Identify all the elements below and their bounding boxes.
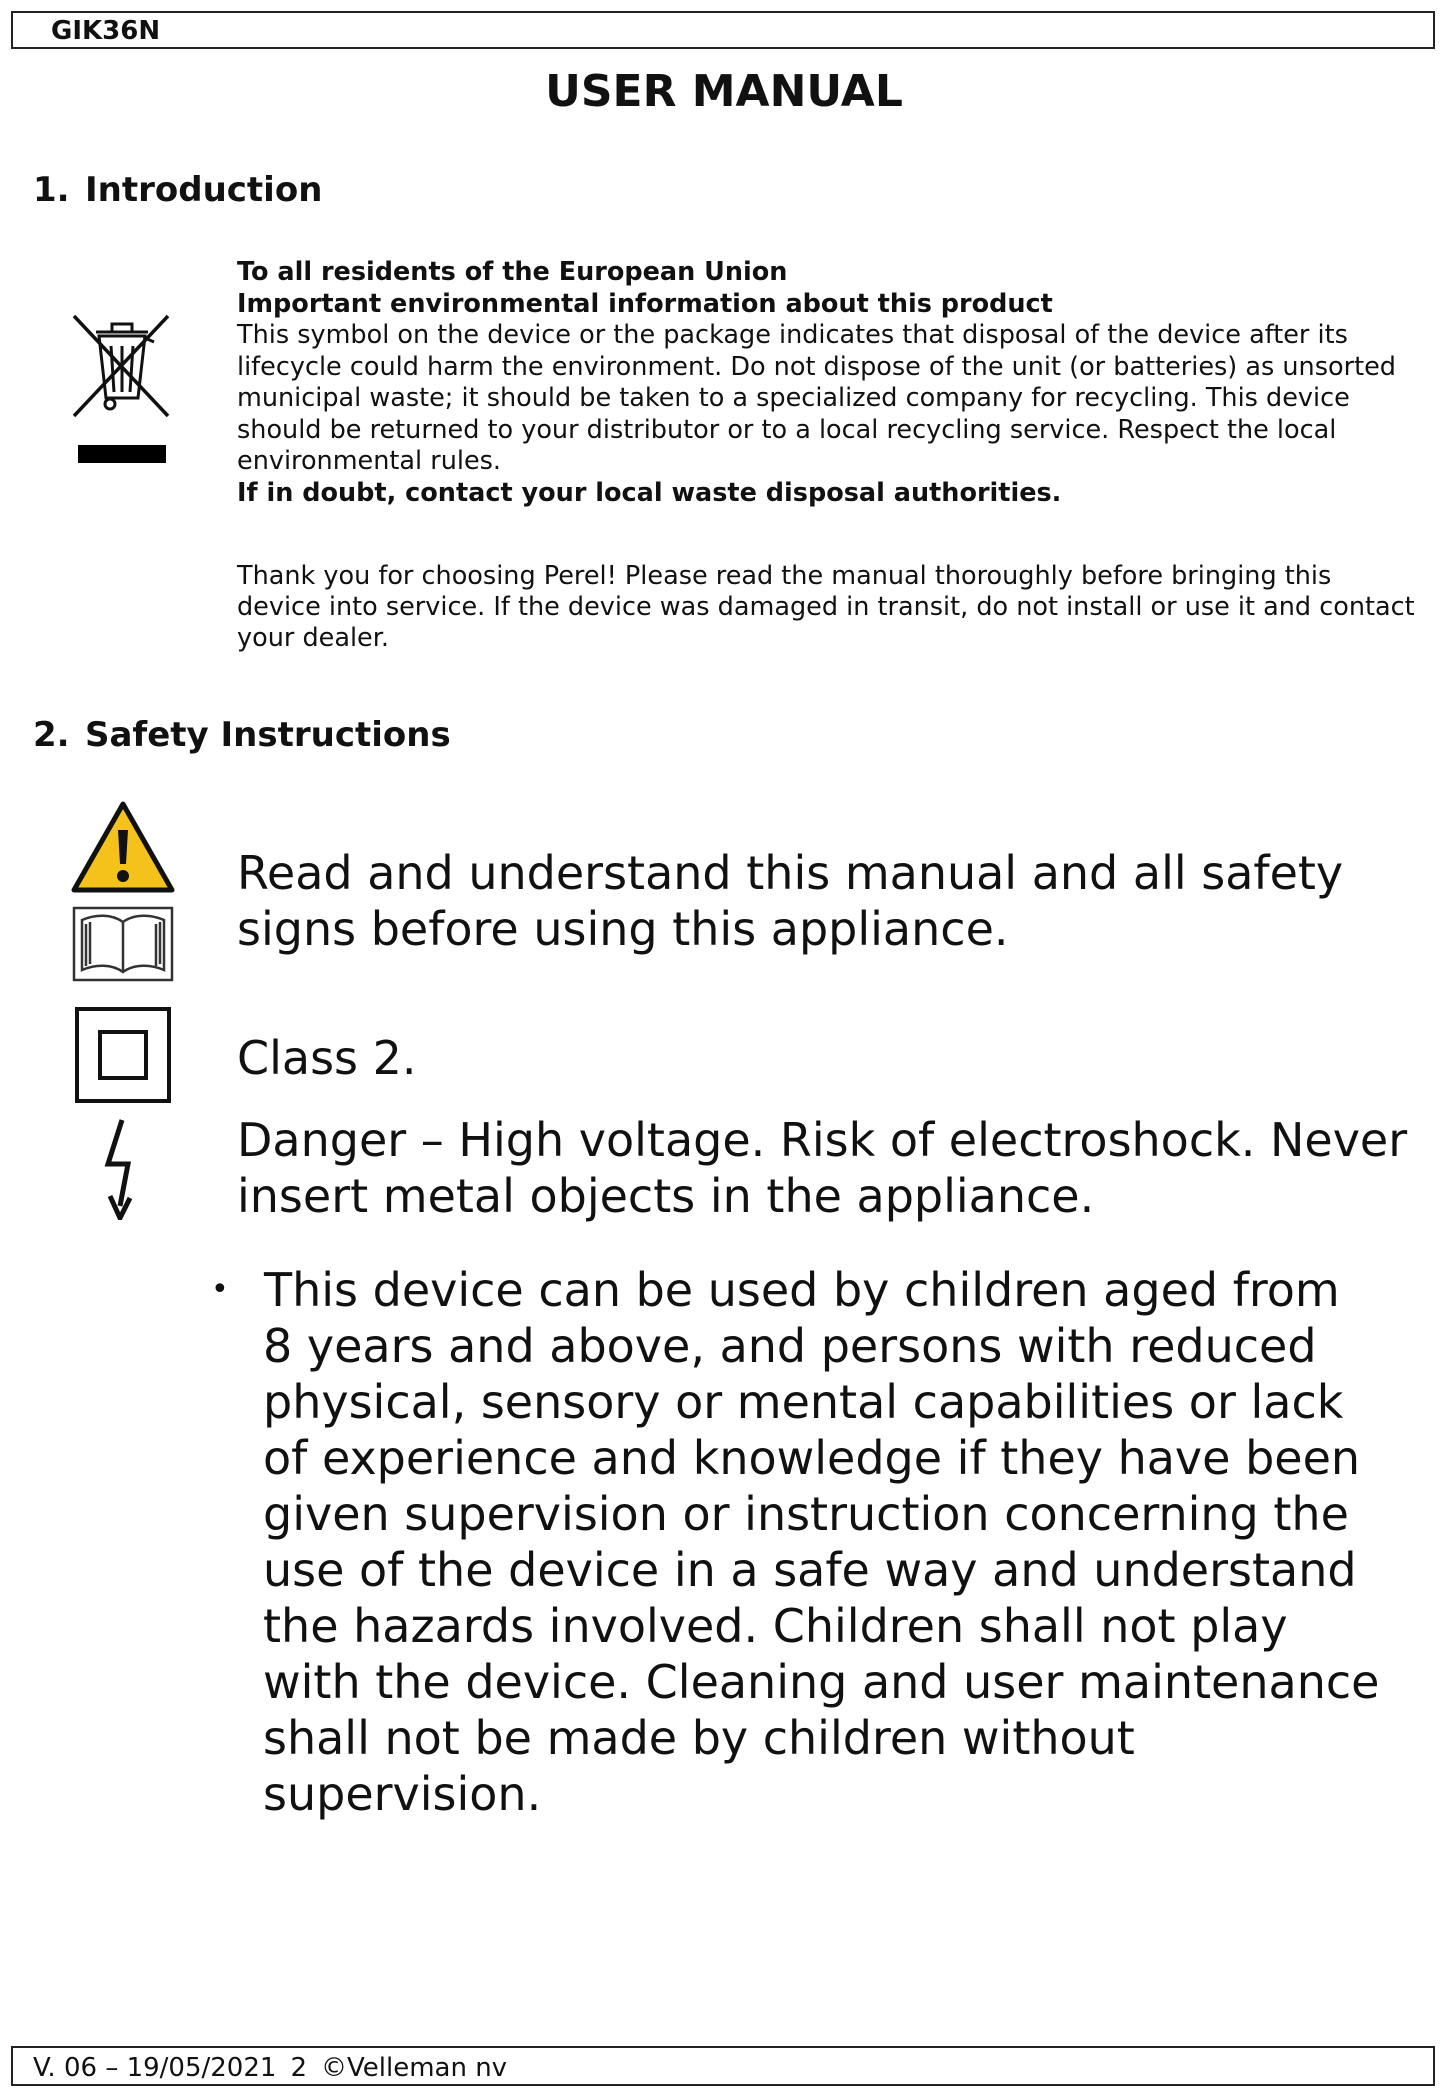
version-date: V. 06 – 19/05/2021 bbox=[33, 2053, 277, 2083]
page-title: USER MANUAL bbox=[545, 66, 903, 117]
read-manual-text: Read and understand this manual and all safety signs before using this appliance. bbox=[237, 846, 1344, 956]
class2-double-square-icon bbox=[74, 1006, 172, 1108]
section-heading-safety bbox=[33, 713, 451, 757]
crossed-out-wheelie-bin-icon bbox=[66, 312, 176, 426]
disposal-paragraph: This symbol on the device or the package indicates that disposal of the device after its lifecycle could harm the environment. Do not dispose of the unit (or batteries) as unsorted municipal waste; it should be taken to a specialized company for recycling. This device should be returned to your distributor or to a local recycling service. Respect the local environmental rules. bbox=[237, 320, 1396, 476]
page-number: 2 bbox=[290, 2053, 307, 2083]
environmental-info-line: Important environmental information about this product bbox=[237, 288, 1053, 319]
intro-block bbox=[237, 257, 1417, 509]
section-heading-introduction bbox=[33, 168, 322, 212]
class2-text: Class 2. bbox=[237, 1031, 417, 1085]
section-title: Safety Instructions bbox=[85, 715, 451, 755]
model-number: GIK36N bbox=[51, 16, 161, 46]
footer-box bbox=[11, 2046, 1435, 2086]
section-title: Introduction bbox=[85, 170, 323, 210]
danger-voltage-text: Danger – High voltage. Risk of electroshock. Never insert metal objects in the appliance. bbox=[237, 1113, 1408, 1223]
children-usage-bullet: This device can be used by children aged from 8 years and above, and persons with reduced physical, sensory or mental capabilities or lack of experience and knowledge if they have been given supervision or instruction concerning the use of the device in a safe way and understand the hazards involved. Children shall not play with the device. Cleaning and user maintenance shall not be made by children without supervision. bbox=[263, 1263, 1380, 1821]
footer-text bbox=[33, 2052, 521, 2084]
high-voltage-bolt-icon bbox=[100, 1118, 146, 1224]
copyright: ©Velleman nv bbox=[320, 2053, 508, 2083]
section-number: 2. bbox=[33, 715, 70, 755]
open-book-icon bbox=[72, 906, 174, 986]
warning-triangle-icon bbox=[70, 800, 176, 900]
weee-black-bar bbox=[78, 445, 166, 463]
bullet-icon: • bbox=[211, 1272, 229, 1307]
list-item bbox=[211, 1262, 1417, 1822]
section-number: 1. bbox=[33, 170, 70, 210]
children-usage-text bbox=[211, 1262, 1383, 1822]
doubt-line: If in doubt, contact your local waste disposal authorities. bbox=[237, 477, 1062, 508]
header-box bbox=[11, 11, 1435, 49]
eu-residents-line: To all residents of the European Union bbox=[237, 257, 788, 287]
thanks-paragraph: Thank you for choosing Perel! Please read the manual thoroughly before bringing this device into service. If the device was damaged in transit, do not install or use it and contact your dealer. bbox=[237, 561, 1415, 653]
